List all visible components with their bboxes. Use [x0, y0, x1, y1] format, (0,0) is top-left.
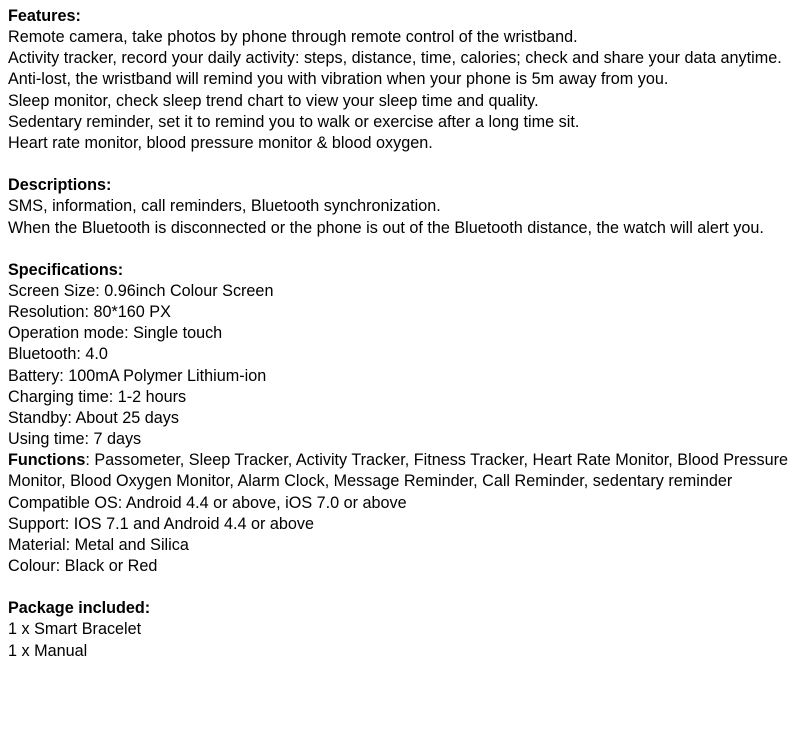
section-spacer	[8, 239, 804, 260]
spec-item: Screen Size: 0.96inch Colour Screen	[8, 282, 274, 300]
spec-item: Compatible OS: Android 4.4 or above, iOS 7.0 or above	[8, 493, 407, 512]
spec-item: Support: IOS 7.1 and Android 4.4 or above	[8, 514, 314, 533]
spec-item: Operation mode: Single touch	[8, 324, 223, 343]
description-item: When the Bluetooth is disconnected or the phone is out of the Bluetooth distance, the watch will alert you.	[8, 218, 764, 237]
spec-item: Bluetooth: 4.0	[8, 345, 108, 364]
specifications-heading: Specifications:	[8, 260, 124, 279]
descriptions-heading: Descriptions:	[8, 176, 112, 195]
spec-item: Battery: 100mA Polymer Lithium-ion	[8, 366, 267, 385]
feature-item: Anti-lost, the wristband will remind you with vibration when your phone is 5m away from you.	[8, 70, 669, 89]
product-description	[8, 6, 804, 662]
spec-item: Material: Metal and Silica	[8, 535, 189, 554]
spec-item: Charging time: 1-2 hours	[8, 387, 187, 406]
spec-item: Using time: 7 days	[8, 430, 142, 449]
spec-item: Colour: Black or Red	[8, 557, 158, 576]
spec-item: Standby: About 25 days	[8, 408, 179, 427]
package-item: 1 x Manual	[8, 641, 88, 660]
section-spacer	[8, 154, 804, 175]
spec-functions	[8, 450, 804, 492]
spec-item: Resolution: 80*160 PX	[8, 303, 171, 322]
feature-item: Remote camera, take photos by phone through remote control of the wristband.	[8, 28, 578, 47]
feature-item: Heart rate monitor, blood pressure monitor & blood oxygen.	[8, 133, 433, 152]
functions-label: Functions	[8, 451, 86, 470]
functions-text: : Passometer, Sleep Tracker, Activity Tracker, Fitness Tracker, Heart Rate Monitor, Blood Pressure Monitor, Blood Oxygen Monitor, Alarm Clock, Message Reminder, Call Reminder, sedentary reminder	[8, 451, 788, 491]
feature-item: Sleep monitor, check sleep trend chart to view your sleep time and quality.	[8, 91, 539, 110]
section-spacer	[8, 577, 804, 598]
features-heading: Features:	[8, 7, 81, 25]
package-heading: Package included:	[8, 599, 151, 618]
feature-item: Activity tracker, record your daily activity: steps, distance, time, calories; check and share your data anytime.	[8, 49, 782, 68]
package-item: 1 x Smart Bracelet	[8, 620, 142, 639]
description-item: SMS, information, call reminders, Bluetooth synchronization.	[8, 197, 441, 216]
feature-item: Sedentary reminder, set it to remind you to walk or exercise after a long time sit.	[8, 112, 580, 131]
